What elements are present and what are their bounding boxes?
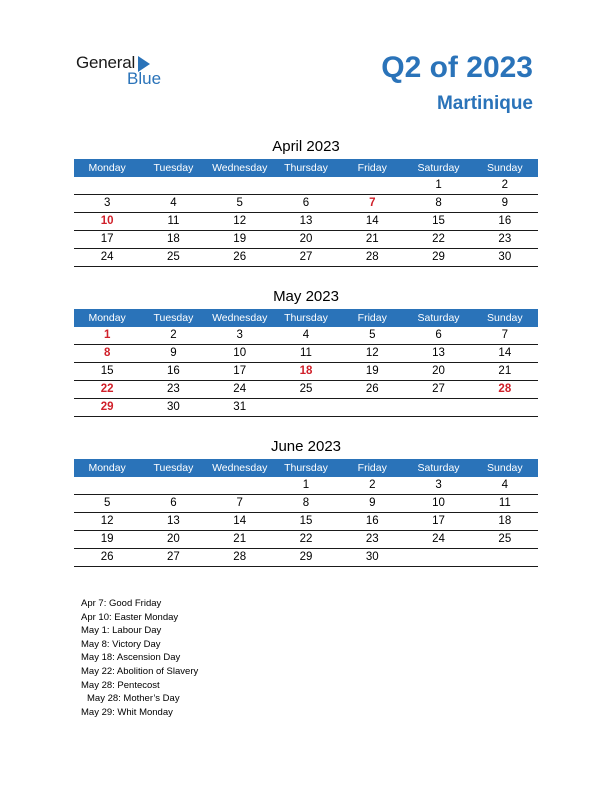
day-cell: 1 (103, 329, 111, 341)
week-row (74, 381, 538, 399)
day-cell: 9 (170, 347, 177, 359)
day-cell: 3 (236, 329, 243, 341)
day-cell: 20 (167, 533, 180, 545)
day-cell (74, 477, 140, 494)
day-cell: 30 (365, 551, 379, 563)
day-cell: 12 (233, 215, 247, 227)
weekday-header: Sunday (487, 162, 523, 174)
day-cell: 24 (432, 533, 445, 545)
holiday-notes (81, 597, 198, 719)
holiday-note: May 8: Victory Day (81, 638, 161, 650)
month-title: May 2023 (273, 288, 339, 305)
day-cell: 23 (365, 533, 379, 545)
day-cell: 22 (100, 383, 114, 395)
day-cell: 28 (365, 251, 379, 263)
day-cell: 11 (300, 347, 312, 359)
day-cell: 16 (167, 365, 180, 377)
day-cell: 27 (299, 251, 313, 263)
day-cell (339, 177, 405, 194)
day-cell: 4 (302, 329, 310, 341)
month-title: April 2023 (272, 138, 340, 155)
day-cell: 8 (302, 497, 310, 509)
day-cell: 7 (369, 197, 376, 209)
day-cell: 23 (498, 233, 512, 245)
week-row (74, 345, 538, 363)
day-cell: 7 (501, 329, 509, 341)
day-cell (207, 477, 273, 494)
weekday-header: Thursday (284, 312, 328, 324)
weekday-header-row (74, 459, 538, 477)
day-cell: 4 (170, 197, 177, 209)
day-cell: 5 (103, 497, 111, 509)
holiday-note: May 22: Abolition of Slavery (81, 665, 199, 677)
weekday-header: Wednesday (212, 312, 268, 324)
day-cell: 6 (170, 497, 177, 509)
month-april (74, 137, 538, 267)
day-cell: 29 (100, 401, 114, 413)
day-cell: 18 (498, 515, 512, 527)
week-row (74, 213, 538, 231)
week-row (74, 531, 538, 549)
day-cell: 4 (501, 479, 509, 491)
holiday-note: Apr 10: Easter Monday (81, 611, 179, 623)
day-cell: 10 (432, 497, 445, 509)
day-cell: 7 (236, 497, 243, 509)
weekday-header: Saturday (417, 462, 460, 474)
day-cell: 20 (432, 365, 445, 377)
day-cell (405, 549, 471, 566)
day-cell: 1 (302, 479, 310, 491)
day-cell: 9 (501, 197, 509, 209)
week-row (74, 399, 538, 417)
week-row (74, 495, 538, 513)
weekday-header-row (74, 159, 538, 177)
day-cell: 1 (435, 179, 442, 191)
weekday-header: Monday (88, 312, 126, 324)
day-cell (339, 399, 405, 416)
day-cell: 19 (100, 533, 114, 545)
logo-general-text: General (76, 53, 136, 72)
day-cell: 18 (167, 233, 180, 245)
day-cell: 16 (365, 515, 379, 527)
day-cell: 11 (167, 215, 180, 227)
weekday-header: Monday (88, 162, 126, 174)
day-cell: 25 (498, 533, 512, 545)
day-cell: 3 (103, 197, 111, 209)
day-cell: 5 (369, 329, 376, 341)
day-cell: 21 (498, 365, 512, 377)
logo (76, 53, 162, 88)
day-cell (140, 177, 206, 194)
day-cell (140, 477, 206, 494)
holiday-note: May 1: Labour Day (81, 625, 162, 637)
day-cell: 15 (432, 215, 445, 227)
day-cell: 2 (369, 479, 376, 491)
weekday-header: Sunday (487, 462, 523, 474)
day-cell: 12 (365, 347, 379, 359)
day-cell: 26 (100, 551, 114, 563)
page-subtitle: Martinique (436, 93, 533, 114)
day-cell: 20 (299, 233, 313, 245)
day-cell: 6 (435, 329, 442, 341)
weekday-header: Friday (357, 162, 387, 174)
week-row (74, 363, 538, 381)
day-cell: 27 (167, 551, 180, 563)
day-cell: 24 (100, 251, 114, 263)
day-cell: 25 (167, 251, 180, 263)
day-cell: 21 (365, 233, 379, 245)
logo-blue-text: Blue (127, 69, 162, 88)
weekday-header: Friday (357, 312, 387, 324)
week-row (74, 177, 538, 195)
day-cell: 23 (167, 383, 180, 395)
day-cell: 15 (100, 365, 114, 377)
weekday-header: Wednesday (212, 162, 268, 174)
day-cell: 6 (302, 197, 310, 209)
day-cell: 8 (103, 347, 111, 359)
day-cell: 2 (170, 329, 177, 341)
month-may (74, 287, 538, 417)
month-june (74, 437, 538, 567)
day-cell: 14 (365, 215, 379, 227)
day-cell: 2 (501, 179, 509, 191)
day-cell: 28 (498, 383, 512, 395)
day-cell: 24 (233, 383, 247, 395)
day-cell: 17 (233, 365, 247, 377)
day-cell: 5 (236, 197, 243, 209)
week-row (74, 249, 538, 267)
weekday-header: Friday (357, 462, 387, 474)
weekday-header: Tuesday (153, 162, 194, 174)
day-cell: 15 (299, 515, 313, 527)
day-cell: 11 (498, 497, 511, 509)
day-cell (207, 177, 273, 194)
week-row (74, 513, 538, 531)
day-cell: 12 (100, 515, 114, 527)
day-cell: 30 (167, 401, 180, 413)
weekday-header: Saturday (417, 312, 460, 324)
weekday-header: Tuesday (153, 462, 194, 474)
day-cell: 29 (432, 251, 445, 263)
weekday-header: Thursday (284, 462, 328, 474)
day-cell: 16 (498, 215, 512, 227)
holiday-note: Apr 7: Good Friday (81, 598, 162, 609)
day-cell (273, 399, 339, 416)
week-row (74, 549, 538, 567)
day-cell (405, 399, 471, 416)
day-cell: 19 (365, 365, 379, 377)
day-cell: 13 (432, 347, 445, 359)
day-cell: 26 (365, 383, 379, 395)
holiday-note: May 18: Ascension Day (81, 652, 181, 664)
day-cell: 13 (299, 215, 313, 227)
day-cell (74, 177, 140, 194)
day-cell: 19 (233, 233, 247, 245)
day-cell: 10 (233, 347, 247, 359)
weekday-header: Monday (88, 462, 126, 474)
day-cell: 13 (167, 515, 180, 527)
day-cell: 28 (233, 551, 247, 563)
weekday-header: Wednesday (212, 462, 268, 474)
holiday-note: May 29: Whit Monday (81, 706, 173, 718)
day-cell: 30 (498, 251, 512, 263)
page-title: Q2 of 2023 (381, 51, 533, 84)
weekday-header: Tuesday (153, 312, 194, 324)
week-row (74, 477, 538, 495)
day-cell: 18 (299, 365, 313, 377)
day-cell: 17 (100, 233, 114, 245)
weekday-header: Sunday (487, 312, 523, 324)
day-cell: 31 (233, 401, 247, 413)
day-cell: 25 (299, 383, 313, 395)
day-cell: 29 (299, 551, 313, 563)
day-cell: 10 (100, 215, 114, 227)
day-cell: 17 (432, 515, 445, 527)
week-row (74, 231, 538, 249)
weekday-header: Saturday (417, 162, 460, 174)
day-cell (472, 399, 538, 416)
holiday-note: May 28: Pentecost (81, 679, 160, 691)
day-cell: 21 (233, 533, 247, 545)
day-cell: 8 (435, 197, 442, 209)
day-cell (472, 549, 538, 566)
day-cell: 26 (233, 251, 247, 263)
day-cell: 22 (299, 533, 313, 545)
week-row (74, 327, 538, 345)
day-cell: 22 (432, 233, 445, 245)
holiday-note: May 28: Mother’s Day (87, 693, 180, 705)
weekday-header-row (74, 309, 538, 327)
day-cell: 9 (369, 497, 376, 509)
day-cell: 27 (432, 383, 445, 395)
day-cell: 14 (233, 515, 247, 527)
week-row (74, 195, 538, 213)
weekday-header: Thursday (284, 162, 328, 174)
day-cell (273, 177, 339, 194)
day-cell: 3 (435, 479, 442, 491)
month-title: June 2023 (270, 438, 342, 455)
day-cell: 14 (498, 347, 512, 359)
